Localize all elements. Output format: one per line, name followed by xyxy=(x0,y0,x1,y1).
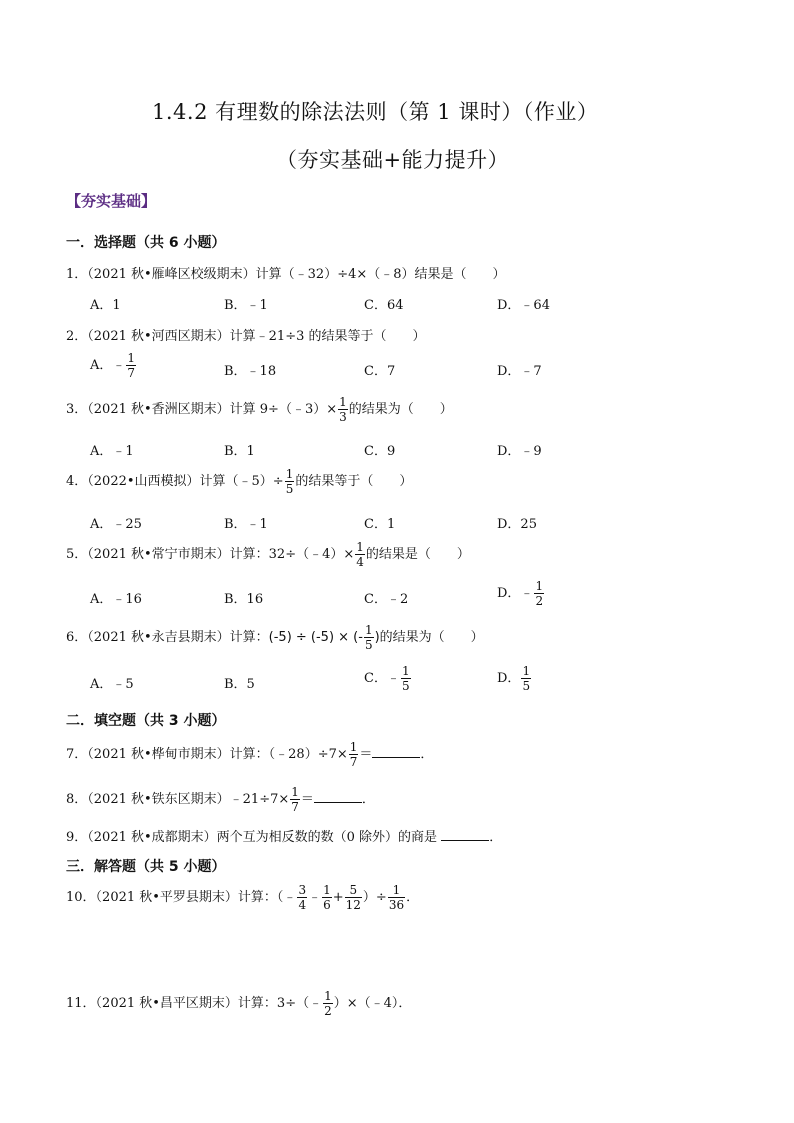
fraction-denominator: 4 xyxy=(298,898,307,912)
q2-option-b: B．﹣18 xyxy=(224,364,277,379)
q4-option-d: D．25 xyxy=(497,517,537,532)
fraction-denominator: 2 xyxy=(324,1004,332,1018)
question-3-tail: 的结果为（ ） xyxy=(348,402,453,417)
question-6-expression-end: ) xyxy=(374,630,380,645)
fraction-denominator: 2 xyxy=(535,594,544,608)
question-8 xyxy=(66,786,375,813)
question-8-text: 8．（2021 秋•铁东区期末）﹣21÷7× xyxy=(66,792,290,807)
fraction-denominator: 3 xyxy=(339,410,347,424)
question-5 xyxy=(66,541,470,568)
question-6-fraction xyxy=(364,624,374,651)
fraction-numerator: 3 xyxy=(298,883,307,897)
q1-option-c: C．64 xyxy=(364,298,404,313)
fraction-denominator: 12 xyxy=(345,898,361,912)
q6-option-c xyxy=(364,665,412,692)
q6-option-d xyxy=(497,665,532,692)
section-tag: 【夯实基础】 xyxy=(66,192,157,210)
fraction-numerator: 5 xyxy=(349,883,358,897)
question-6-expression: (-5) ÷ (-5) × (- xyxy=(268,630,363,645)
q3-option-d: D．﹣9 xyxy=(497,444,542,459)
fraction-denominator: 4 xyxy=(356,555,364,569)
q4-option-b: B．﹣1 xyxy=(224,517,268,532)
section-heading-choice: 一．选择题（共 6 小题） xyxy=(66,235,226,251)
question-10-text: 10．（2021 秋•平罗县期末）计算：（﹣ xyxy=(66,890,297,905)
question-2: 2．（2021 秋•河西区期末）计算﹣21÷3 的结果等于（ ） xyxy=(66,329,426,344)
question-11-tail: ）×（﹣4）． xyxy=(333,996,412,1011)
question-7-end: ． xyxy=(420,747,434,762)
question-5-text: 5．（2021 秋•常宁市期末）计算：32÷（﹣4）× xyxy=(66,547,355,562)
question-6 xyxy=(66,624,484,651)
fraction-denominator: 5 xyxy=(285,482,294,496)
question-1: 1．（2021 秋•雁峰区校级期末）计算（﹣32）÷4×（﹣8）结果是（ ） xyxy=(66,267,506,282)
question-6-text: 6．（2021 秋•永吉县期末）计算： xyxy=(66,630,269,645)
q2-option-a xyxy=(90,352,137,379)
q5-option-d xyxy=(497,580,545,607)
q1-option-b: B．﹣1 xyxy=(224,298,268,313)
q6-option-d-prefix: D． xyxy=(497,671,521,686)
q5-option-a: A．﹣16 xyxy=(90,592,142,607)
q3-option-b: B．1 xyxy=(224,444,255,459)
q2-option-d: D．﹣7 xyxy=(497,364,542,379)
fraction-denominator: 7 xyxy=(127,366,136,380)
q4-option-a: A．﹣25 xyxy=(90,517,142,532)
fraction-numerator: 1 xyxy=(285,467,294,481)
q6-option-d-fraction xyxy=(521,665,531,692)
q5-option-b: B．16 xyxy=(224,592,264,607)
section-heading-solve: 三．解答题（共 5 小题） xyxy=(66,859,226,875)
fraction-denominator: 7 xyxy=(291,800,299,814)
fraction-numerator: 1 xyxy=(324,989,332,1003)
section-heading-fill: 二．填空题（共 3 小题） xyxy=(66,713,226,729)
question-3 xyxy=(66,396,453,423)
fraction-denominator: 6 xyxy=(323,898,331,912)
fraction-numerator: 1 xyxy=(522,664,531,678)
q1-option-a: A．1 xyxy=(90,298,121,313)
q6-option-b: B．5 xyxy=(224,677,255,692)
question-10-mid: ）÷ xyxy=(362,890,387,905)
question-8-fraction xyxy=(290,786,300,813)
question-10-fraction-2 xyxy=(322,884,332,911)
question-10 xyxy=(66,884,419,911)
q3-option-a: A．﹣1 xyxy=(90,444,134,459)
question-7-equals: ＝ xyxy=(359,747,373,762)
question-11-fraction xyxy=(323,990,333,1017)
question-7-fraction xyxy=(349,741,359,768)
q3-option-c: C．9 xyxy=(364,444,396,459)
question-4-tail: 的结果等于（ ） xyxy=(295,474,413,489)
fraction-numerator: 1 xyxy=(339,395,347,409)
question-5-tail: 的结果是（ ） xyxy=(365,547,470,562)
question-9-text: 9．（2021 秋•成都期末）两个互为相反数的数（0 除外）的商是 xyxy=(66,830,438,845)
fraction-denominator: 5 xyxy=(364,638,373,652)
q6-option-c-fraction xyxy=(401,665,411,692)
question-3-text: 3．（2021 秋•香洲区期末）计算 9÷（﹣3）× xyxy=(66,402,338,417)
fraction-numerator: 1 xyxy=(356,540,364,554)
answer-blank[interactable] xyxy=(372,745,420,758)
question-11-text: 11．（2021 秋•昌平区期末）计算：3÷（﹣ xyxy=(66,996,323,1011)
question-9 xyxy=(66,826,502,845)
answer-blank[interactable] xyxy=(314,790,362,803)
fraction-numerator: 1 xyxy=(392,883,401,897)
fraction-numerator: 1 xyxy=(401,664,410,678)
question-4 xyxy=(66,468,412,495)
q2-option-a-prefix: A．﹣ xyxy=(90,358,126,373)
q5-option-c: C．﹣2 xyxy=(364,592,409,607)
fraction-denominator: 5 xyxy=(522,679,531,693)
q6-option-c-prefix: C．﹣ xyxy=(364,671,400,686)
q4-option-c: C．1 xyxy=(364,517,396,532)
question-8-equals: ＝ xyxy=(300,792,314,807)
question-11 xyxy=(66,990,411,1017)
question-10-fraction-1 xyxy=(297,884,307,911)
question-8-end: ． xyxy=(361,792,375,807)
q2-option-c: C．7 xyxy=(364,364,396,379)
q5-option-d-fraction xyxy=(534,580,544,607)
fraction-numerator: 1 xyxy=(535,579,544,593)
question-4-text: 4．（2022•山西模拟）计算（﹣5）÷ xyxy=(66,474,284,489)
page-title: 1.4.2 有理数的除法法则（第 1 课时）（作业） xyxy=(152,100,599,124)
question-10-op-2: + xyxy=(332,890,344,905)
fraction-numerator: 1 xyxy=(323,883,331,897)
q1-option-d: D．﹣64 xyxy=(497,298,550,313)
q2-option-a-fraction xyxy=(126,352,136,379)
question-5-fraction xyxy=(355,541,365,568)
question-6-tail: 的结果为（ ） xyxy=(379,630,484,645)
fraction-denominator: 7 xyxy=(349,755,358,769)
question-7 xyxy=(66,741,433,768)
answer-blank[interactable] xyxy=(441,828,489,841)
q5-option-d-prefix: D．﹣ xyxy=(497,586,534,601)
question-10-op-1: ﹣ xyxy=(308,890,322,905)
question-10-fraction-4 xyxy=(388,884,405,911)
fraction-denominator: 36 xyxy=(388,898,405,912)
fraction-denominator: 5 xyxy=(401,679,410,693)
question-3-fraction xyxy=(338,396,348,423)
question-4-fraction xyxy=(285,468,295,495)
fraction-numerator: 1 xyxy=(364,623,373,637)
page-subtitle: （夯实基础+能力提升） xyxy=(276,148,510,172)
question-7-text: 7．（2021 秋•桦甸市期末）计算：（﹣28）÷7× xyxy=(66,747,348,762)
fraction-numerator: 1 xyxy=(349,740,358,754)
q6-option-a: A．﹣5 xyxy=(90,677,134,692)
fraction-numerator: 1 xyxy=(291,785,299,799)
question-10-end: ． xyxy=(406,890,420,905)
fraction-numerator: 1 xyxy=(127,351,136,365)
question-9-end: ． xyxy=(489,830,503,845)
question-10-fraction-3 xyxy=(345,884,362,911)
